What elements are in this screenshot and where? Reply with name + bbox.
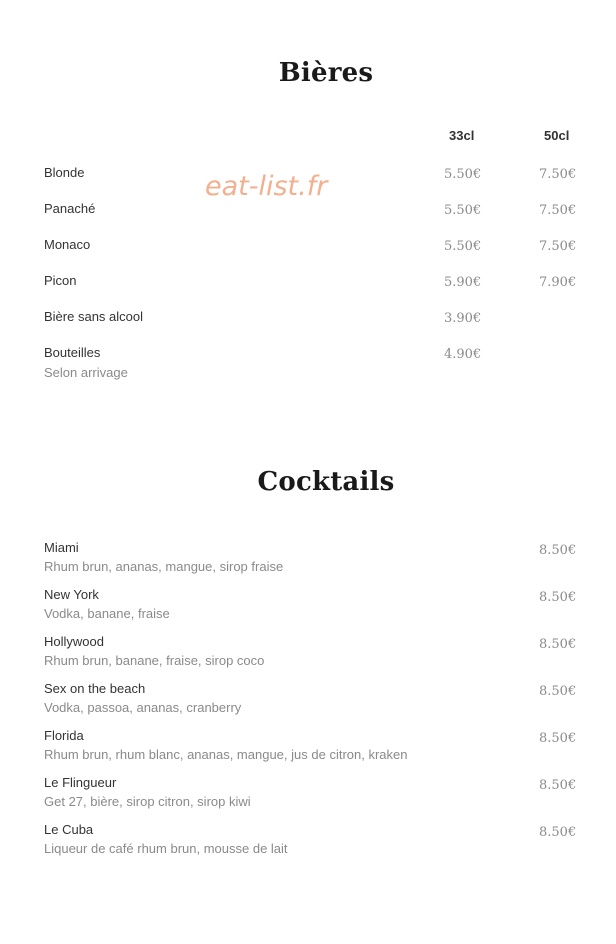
cocktail-name: Florida xyxy=(44,728,84,743)
cocktail-row xyxy=(0,587,616,627)
cocktail-ingredients: Liqueur de café rhum brun, mousse de lait xyxy=(44,841,288,856)
beer-row xyxy=(0,201,616,237)
column-header-33cl: 33cl xyxy=(449,128,475,143)
cocktail-name: Le Cuba xyxy=(44,822,94,837)
beer-row xyxy=(0,237,616,273)
beer-name: Bouteilles xyxy=(44,345,101,360)
cocktail-ingredients: Get 27, bière, sirop citron, sirop kiwi xyxy=(44,794,251,809)
cocktail-price: 8.50€ xyxy=(539,731,577,746)
column-header-50cl: 50cl xyxy=(544,128,570,143)
watermark: eat-list.fr xyxy=(205,171,328,202)
beer-row xyxy=(0,345,616,385)
beer-note: Selon arrivage xyxy=(44,365,128,380)
cocktail-price: 8.50€ xyxy=(539,684,577,699)
cocktail-row xyxy=(0,634,616,674)
price-33cl: 5.50€ xyxy=(444,239,482,254)
cocktail-row xyxy=(0,681,616,721)
beer-name: Monaco xyxy=(44,237,91,252)
price-33cl: 4.90€ xyxy=(444,347,482,362)
cocktail-ingredients: Rhum brun, banane, fraise, sirop coco xyxy=(44,653,265,668)
cocktail-name: Sex on the beach xyxy=(44,681,146,696)
beer-name: Blonde xyxy=(44,165,85,180)
cocktail-name: New York xyxy=(44,587,99,602)
cocktail-ingredients: Vodka, banane, fraise xyxy=(44,606,170,621)
cocktail-price: 8.50€ xyxy=(539,543,577,558)
beer-row xyxy=(0,165,616,201)
price-50cl: 7.50€ xyxy=(539,203,577,218)
cocktail-row xyxy=(0,540,616,580)
beer-row xyxy=(0,309,616,345)
bieres-title: Bières xyxy=(278,58,374,88)
cocktail-ingredients: Rhum brun, rhum blanc, ananas, mangue, jus de citron, kraken xyxy=(44,747,408,762)
cocktail-price: 8.50€ xyxy=(539,825,577,840)
cocktails-title: Cocktails xyxy=(257,467,395,497)
beer-row xyxy=(0,273,616,309)
cocktail-ingredients: Vodka, passoa, ananas, cranberry xyxy=(44,700,242,715)
cocktail-row xyxy=(0,728,616,768)
cocktail-row xyxy=(0,822,616,862)
beer-name: Panaché xyxy=(44,201,96,216)
price-33cl: 5.50€ xyxy=(444,203,482,218)
cocktail-price: 8.50€ xyxy=(539,778,577,793)
price-50cl: 7.50€ xyxy=(539,239,577,254)
cocktail-price: 8.50€ xyxy=(539,637,577,652)
cocktail-price: 8.50€ xyxy=(539,590,577,605)
price-33cl: 5.50€ xyxy=(444,167,482,182)
beer-name: Bière sans alcool xyxy=(44,309,143,324)
price-33cl: 3.90€ xyxy=(444,311,482,326)
beer-name: Picon xyxy=(44,273,77,288)
cocktail-name: Miami xyxy=(44,540,79,555)
cocktail-name: Hollywood xyxy=(44,634,104,649)
price-33cl: 5.90€ xyxy=(444,275,482,290)
cocktail-name: Le Flingueur xyxy=(44,775,117,790)
price-50cl: 7.90€ xyxy=(539,275,577,290)
cocktail-ingredients: Rhum brun, ananas, mangue, sirop fraise xyxy=(44,559,284,574)
cocktail-row xyxy=(0,775,616,815)
price-50cl: 7.50€ xyxy=(539,167,577,182)
